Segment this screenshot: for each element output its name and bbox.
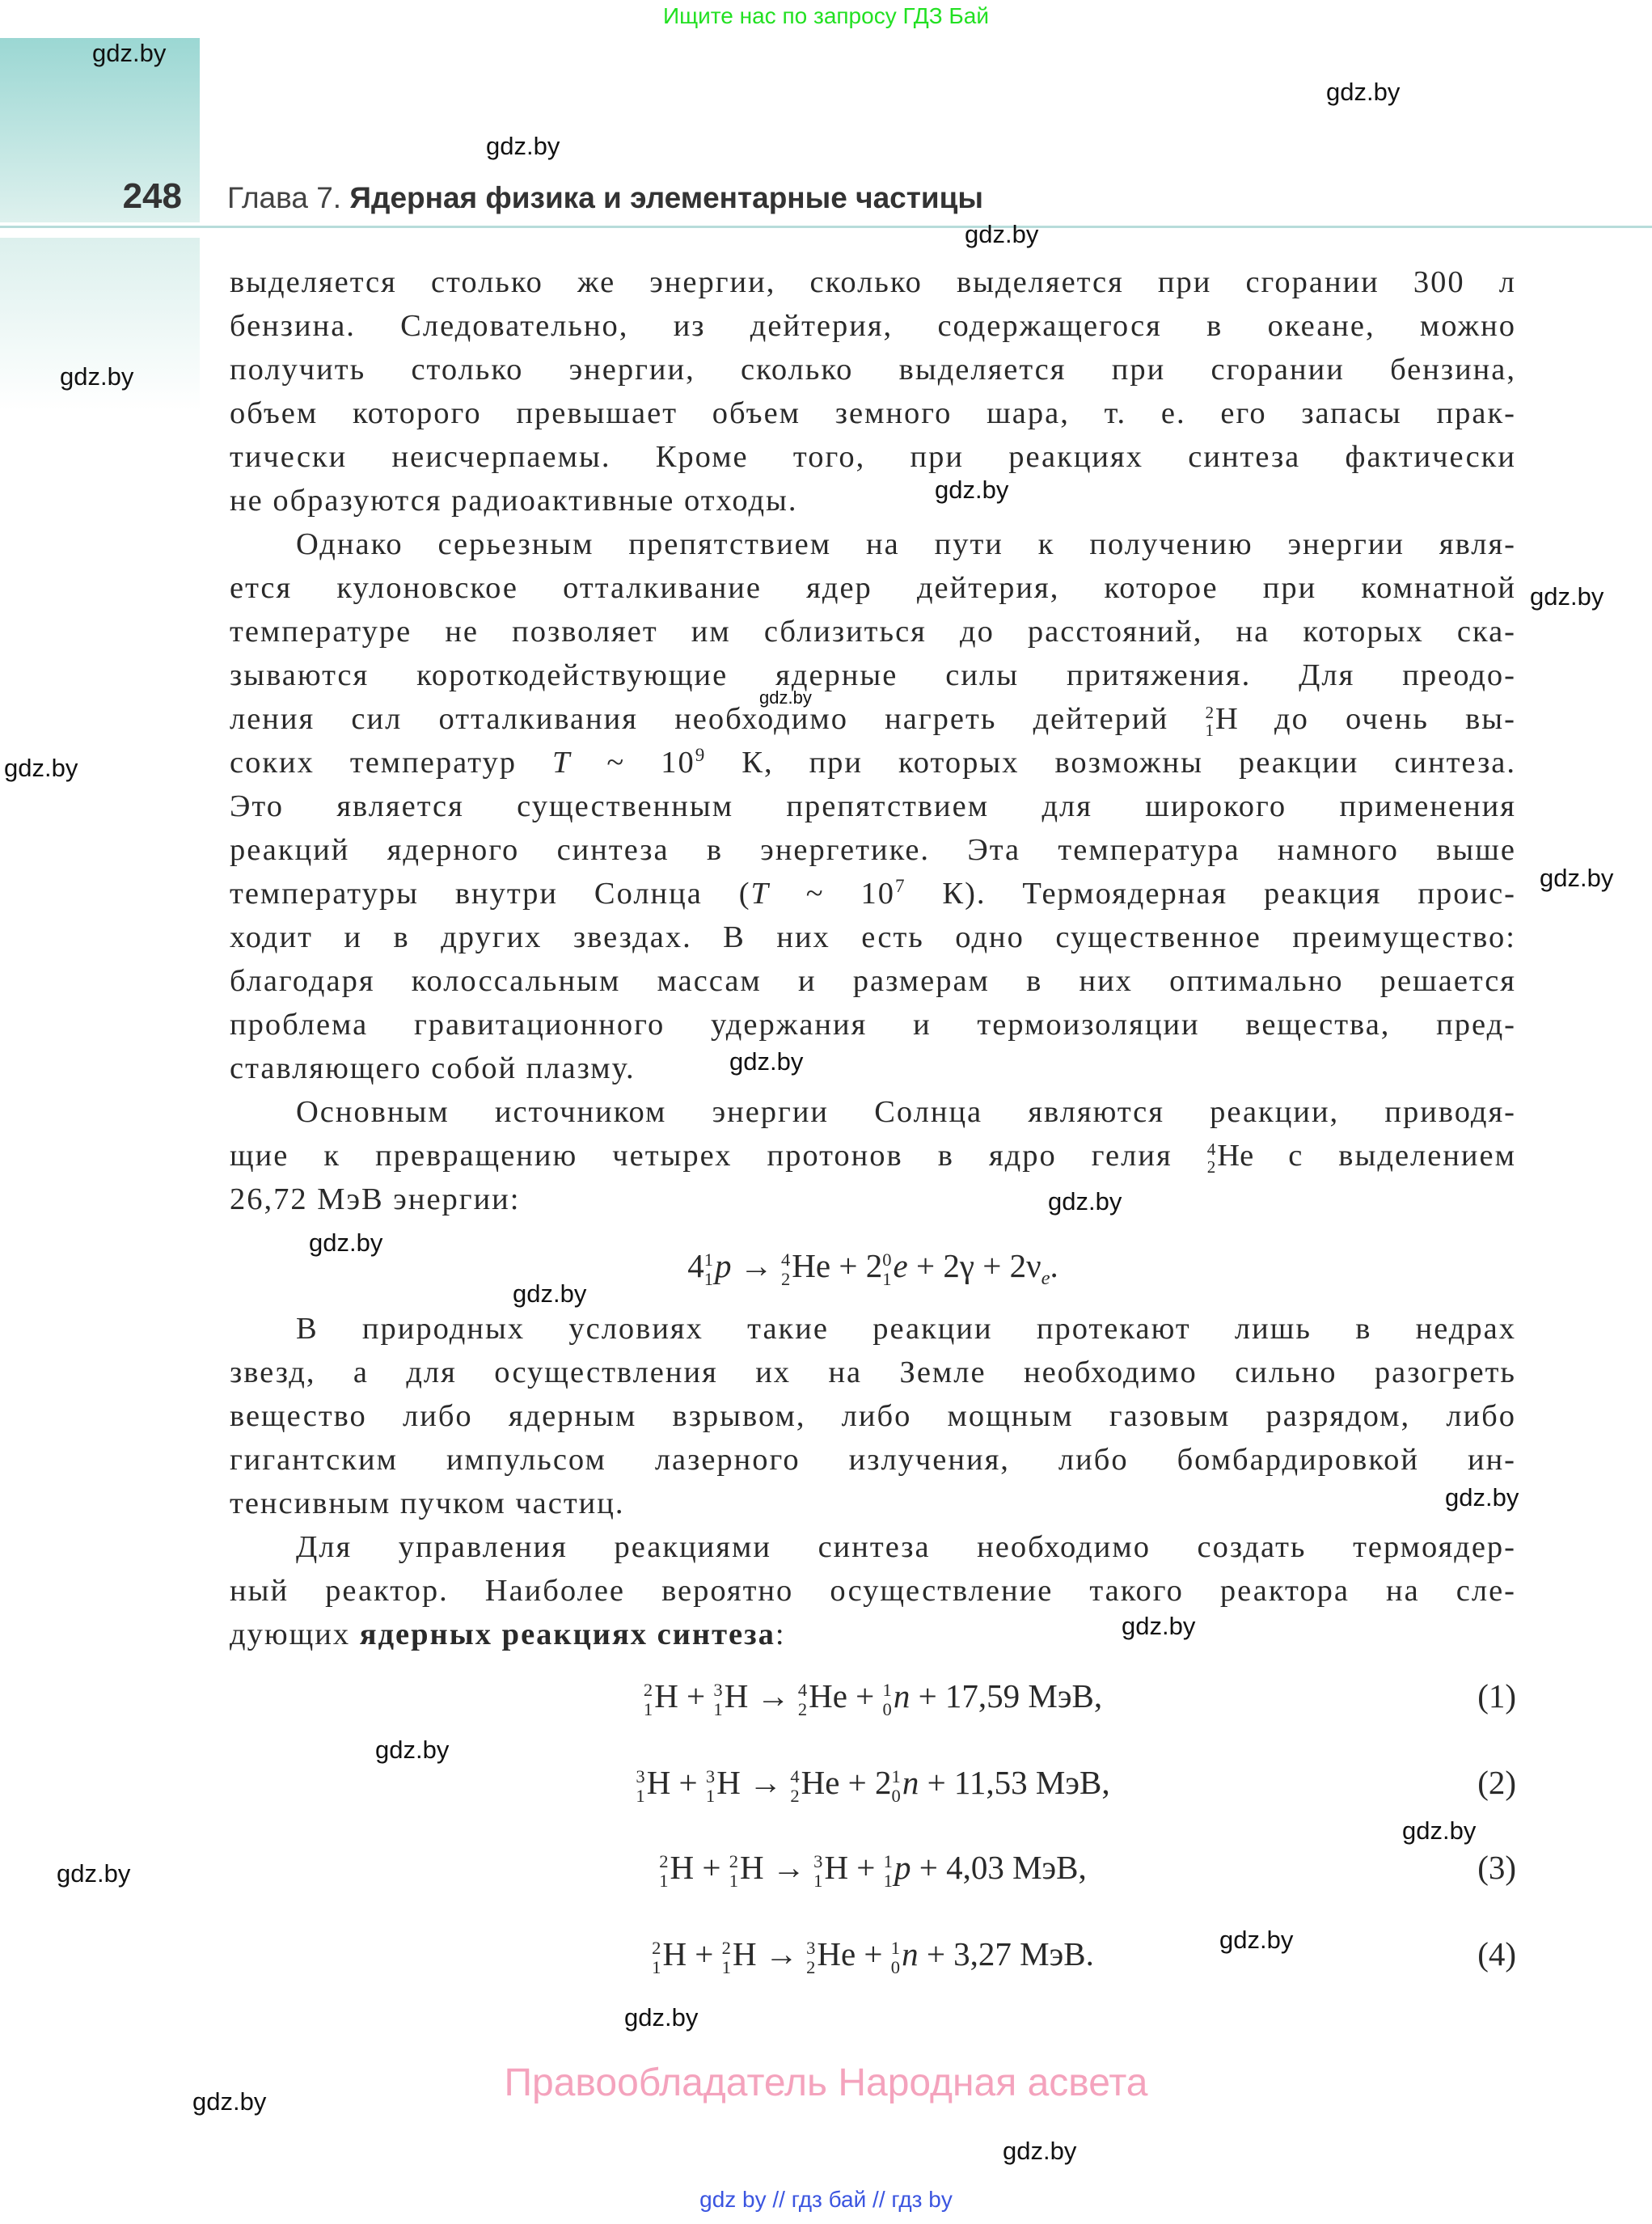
nuclide-symbol [729,1839,764,1896]
element-symbol: H [824,1849,849,1886]
watermark: gdz.by [309,1228,383,1257]
text-run: тенсивным пучком частиц. [230,1486,625,1520]
text-run: ~ 10 [571,746,695,780]
nuclide-symbol [644,1668,678,1724]
element-symbol: n [902,1764,919,1801]
text-line [230,1351,1516,1394]
nuclide-symbol [652,1926,687,1982]
text-run: благодаря колоссальным массам и размерам в них оптимально решается [230,964,1516,998]
mass-number: 3 [806,1937,816,1958]
math-variable: T [552,746,572,780]
nuclide-indices [644,1681,653,1719]
text-run: проблема гравитационного удержания и термоизоляции вещества, пред- [230,1008,1516,1042]
text-line [230,872,1516,915]
nuclide-indices [652,1939,661,1977]
text-run: щие к превращению четырех протонов в ядро гелия [230,1139,1207,1173]
element-symbol: H [1215,702,1238,736]
nuclide-symbol [892,1754,919,1811]
text-run: соких температур [230,746,553,780]
mass-number: 0 [882,1249,892,1270]
element-symbol: H [732,1935,757,1972]
mass-number: 1 [882,1679,892,1700]
element-symbol: He [1217,1139,1254,1173]
nuclide-indices [882,1250,891,1288]
text-run: Однако серьезным препятствием на пути к получению энергии явля- [296,527,1516,561]
atomic-number: 1 [813,1870,823,1891]
element-symbol: He [817,1935,856,1972]
text-run: Для управления реакциями синтеза необходимо создать термоядер- [296,1530,1516,1564]
atomic-number: 1 [882,1268,892,1289]
nuclide-indices [781,1250,790,1288]
atomic-number: 1 [705,1785,716,1806]
text-run: не образуются радиоактивные отходы. [230,484,798,518]
atomic-number: 0 [890,1956,901,1977]
watermark: gdz.by [486,132,560,160]
text-line [230,1482,1516,1525]
nuclide-symbol [798,1668,847,1724]
text-run: 26,72 МэВ энергии: [230,1182,521,1216]
watermark: gdz.by [60,362,134,391]
atomic-number: 2 [781,1268,791,1289]
mass-number: 1 [890,1937,901,1958]
text-run: объем которого превышает объем земного шара, т. е. его запасы прак- [230,396,1516,430]
watermark: gdz.by [965,220,1039,248]
text-run: до очень вы- [1237,702,1516,736]
watermark: gdz.by [1219,1926,1294,1954]
mass-number: 4 [781,1249,791,1270]
atomic-number: 1 [703,1268,713,1289]
element-symbol: p [715,1247,732,1284]
text-run: ставляющего собой плазму. [230,1051,636,1085]
mass-number: 2 [729,1850,739,1871]
watermark: gdz.by [1326,78,1401,106]
mass-number: 3 [713,1679,723,1700]
atomic-number: 1 [659,1870,669,1891]
text-run: реакций ядерного синтеза в энергетике. Эта температура намного выше [230,833,1516,867]
watermark: gdz.by [1402,1816,1477,1845]
text-line [230,828,1516,872]
text-run: дующих [230,1617,360,1651]
fusion-reaction-3 [230,1839,1516,1896]
mass-number: 2 [721,1937,731,1958]
text-run: звезд, а для осуществления их на Земле необходимо сильно разогреть [230,1355,1516,1389]
text-line [230,1525,1516,1569]
element-symbol: H [716,1764,741,1801]
equation-number: (3) [1477,1849,1516,1886]
element-symbol: He [792,1247,831,1284]
text-run: + 2γ + 2ν [907,1247,1041,1284]
text-run: → [740,1764,791,1801]
text-line [230,784,1516,828]
mass-number: 3 [813,1850,823,1871]
watermark: gdz.by [935,476,1009,504]
text-run: . [1050,1247,1058,1284]
watermark: gdz.by [192,2087,267,2116]
text-run: Это является существенным препятствием для широкого применения [230,789,1516,823]
nuclide-indices [729,1852,738,1890]
text-run: гигантским импульсом лазерного излучения, либо бомбардировкой ин- [230,1443,1516,1477]
text-line [230,566,1516,610]
atomic-number: 2 [806,1956,816,1977]
atomic-number: 1 [721,1956,731,1977]
page-number: 248 [122,176,182,216]
text-line [230,1613,1516,1656]
equation-number: (1) [1477,1677,1516,1715]
watermark: gdz.by [57,1859,131,1888]
copyright-footer: Правообладатель Народная асвета [504,2061,1148,2104]
nuclide-symbol [722,1926,757,1982]
text-line [230,1003,1516,1046]
text-run: + [694,1849,729,1886]
mass-number: 1 [703,1249,713,1270]
atomic-number: 1 [1205,721,1215,741]
nuclide-indices [892,1767,901,1805]
element-symbol: H [740,1849,764,1886]
nuclide-symbol [636,1754,670,1811]
element-symbol: H [646,1764,671,1801]
mass-number: 4 [797,1679,808,1700]
mass-number: 1 [883,1850,893,1871]
text-line [230,959,1516,1003]
nuclide-symbol [883,1668,911,1724]
running-header [227,181,983,215]
text-run: получить столько энергии, сколько выделяется при сгорании бензина, [230,353,1516,387]
watermark: gdz.by [513,1279,587,1308]
text-run: + [847,1677,883,1715]
text-run: К). Термоядерная реакция проис- [906,877,1516,911]
atomic-number: 1 [713,1698,723,1719]
watermark: gdz.by [1122,1612,1196,1640]
atomic-number: 2 [790,1785,800,1806]
text-run: с выделением [1253,1139,1516,1173]
text-run: К, при которых возможны реакции синтеза. [706,746,1516,780]
watermark: gdz.by [1540,864,1614,892]
text-run: ходит и в других звездах. В них есть одно существенное преимущество: [230,920,1516,954]
mass-number: 2 [643,1679,653,1700]
text-line [230,610,1516,653]
nuclide-indices [704,1250,713,1288]
exponent: 9 [695,744,707,766]
math-variable: T [750,877,770,911]
bold-term: ядерных реакциях синтеза [359,1617,775,1651]
element-symbol: p [894,1849,911,1886]
text-line [230,1134,1516,1178]
text-run: → [756,1935,807,1972]
watermark: gdz.by [624,2003,699,2032]
element-symbol: He [801,1764,840,1801]
nuclide-indices [806,1939,815,1977]
watermark: gdz.by [4,754,78,782]
fusion-reaction-4 [230,1926,1516,1982]
element-symbol: e [893,1247,908,1284]
text-run: ный реактор. Наиболее вероятно осуществление такого реактора на сле- [230,1574,1516,1608]
nuclide-symbol [882,1237,907,1294]
nuclide-indices [790,1767,799,1805]
text-run: вещество либо ядерным взрывом, либо мощным газовым разрядом, либо [230,1399,1516,1433]
header-divider [0,226,1652,228]
text-run: + [678,1677,714,1715]
text-run: + 4,03 МэВ, [911,1849,1087,1886]
text-run: Основным источником энергии Солнца являются реакции, приводя- [296,1095,1516,1129]
text-line [230,522,1516,566]
atomic-number: 2 [1206,1157,1216,1178]
text-line [230,1090,1516,1134]
atomic-number: 1 [636,1785,645,1806]
watermark: gdz.by [375,1736,450,1764]
text-run: ~ 10 [769,877,895,911]
text-run: В природных условиях такие реакции протекают лишь в недрах [296,1312,1516,1346]
nuclide-symbol [1207,1134,1253,1178]
search-hint-banner: Ищите нас по запросу ГДЗ Бай [662,3,990,28]
atomic-number: 1 [729,1870,739,1891]
fusion-reaction-1 [230,1668,1516,1724]
mass-number: 2 [1205,702,1215,722]
nuclide-indices [883,1681,892,1719]
text-line [230,1307,1516,1351]
watermark: gdz.by [92,39,167,67]
nuclide-indices [636,1767,644,1805]
text-run: + [848,1849,884,1886]
proton-fusion-formula [230,1237,1516,1294]
chapter-title: Ядерная физика и элементарные частицы [349,181,983,214]
text-line [230,1438,1516,1482]
equation-number: (4) [1477,1935,1516,1972]
nuclide-indices [722,1939,731,1977]
nuclide-symbol [704,1237,732,1294]
nuclide-symbol [713,1668,748,1724]
watermark: gdz.by [729,1047,804,1076]
mass-number: 3 [705,1765,716,1786]
text-run: + 11,53 МэВ, [919,1764,1110,1801]
text-run: → [763,1849,814,1886]
nuclide-indices [813,1852,822,1890]
nuclide-indices [891,1939,900,1977]
watermark: gdz.by [1445,1483,1519,1512]
text-run: → [748,1677,798,1715]
text-run: выделяется столько же энергии, сколько выделяется при сгорании 300 л [230,265,1516,299]
element-symbol: H [662,1935,687,1972]
text-run: + [687,1935,722,1972]
text-line [230,1394,1516,1438]
text-run: бензина. Следовательно, из дейтерия, содержащегося в океане, можно [230,309,1516,343]
text-line [230,391,1516,435]
mass-number: 4 [1206,1139,1216,1159]
text-line [230,653,1516,697]
text-run: + 2 [839,1764,892,1801]
element-symbol: n [902,1935,919,1972]
text-line [230,260,1516,304]
nuclide-symbol [891,1926,919,1982]
subscript: e [1041,1267,1050,1290]
body-text-lower [230,1307,1516,1656]
text-line [230,1178,1516,1221]
text-line [230,348,1516,391]
text-run: тически неисчерпаемы. Кроме того, при реакциях синтеза фактически [230,440,1516,474]
text-run: зываются короткодействующие ядерные силы притяжения. Для преодо- [230,658,1516,692]
nuclide-symbol [659,1839,694,1896]
text-run: + [670,1764,706,1801]
nuclide-symbol [781,1237,830,1294]
atomic-number: 1 [643,1698,653,1719]
nuclide-indices [1205,704,1214,739]
watermark: gdz.by [1003,2137,1077,2165]
text-run: 4 [687,1247,704,1284]
text-line [230,435,1516,479]
watermark: gdz.by [759,687,812,708]
site-links[interactable]: gdz by // гдз бай // гдз by [699,2187,953,2212]
text-run: : [775,1617,786,1651]
mass-number: 1 [891,1765,901,1786]
watermark: gdz.by [1530,582,1604,611]
text-line [230,741,1516,784]
text-line [230,697,1516,741]
text-run: температуре не позволяет им сблизиться до расстояний, на которых ска- [230,615,1516,649]
text-line [230,479,1516,522]
text-line [230,915,1516,959]
nuclide-indices [1207,1140,1216,1176]
text-run: + [856,1935,891,1972]
text-line [230,1569,1516,1613]
text-run: + 17,59 МэВ, [910,1677,1103,1715]
nuclide-indices [884,1852,893,1890]
nuclide-symbol [1205,697,1237,741]
atomic-number: 2 [797,1698,808,1719]
nuclide-symbol [813,1839,848,1896]
text-run: + 3,27 МэВ. [918,1935,1094,1972]
nuclide-indices [798,1681,807,1719]
mass-number: 2 [659,1850,669,1871]
exponent: 7 [895,875,906,897]
atomic-number: 0 [882,1698,892,1719]
nuclide-symbol [790,1754,839,1811]
nuclide-indices [659,1852,668,1890]
nuclide-symbol [884,1839,911,1896]
atomic-number: 0 [891,1785,901,1806]
mass-number: 4 [790,1765,800,1786]
body-text-upper [230,260,1516,1221]
nuclide-symbol [706,1754,741,1811]
chapter-label: Глава 7. [227,181,342,214]
mass-number: 3 [636,1765,645,1786]
element-symbol: H [670,1849,695,1886]
nuclide-indices [713,1681,722,1719]
text-run: → [731,1247,781,1284]
nuclide-symbol [806,1926,856,1982]
text-run: ется кулоновское отталкивание ядер дейтерия, которое при комнатной [230,571,1516,605]
atomic-number: 1 [883,1870,893,1891]
element-symbol: H [654,1677,678,1715]
equation-number: (2) [1477,1764,1516,1801]
text-line [230,1046,1516,1090]
text-run: ления сил отталкивания необходимо нагреть дейтерий [230,702,1206,736]
element-symbol: H [724,1677,749,1715]
element-symbol: n [893,1677,911,1715]
atomic-number: 1 [652,1956,661,1977]
text-line [230,304,1516,348]
text-run: + 2 [830,1247,883,1284]
nuclide-indices [706,1767,715,1805]
text-run: температуры внутри Солнца ( [230,877,751,911]
element-symbol: He [809,1677,847,1715]
watermark: gdz.by [1048,1187,1122,1216]
mass-number: 2 [652,1937,661,1958]
